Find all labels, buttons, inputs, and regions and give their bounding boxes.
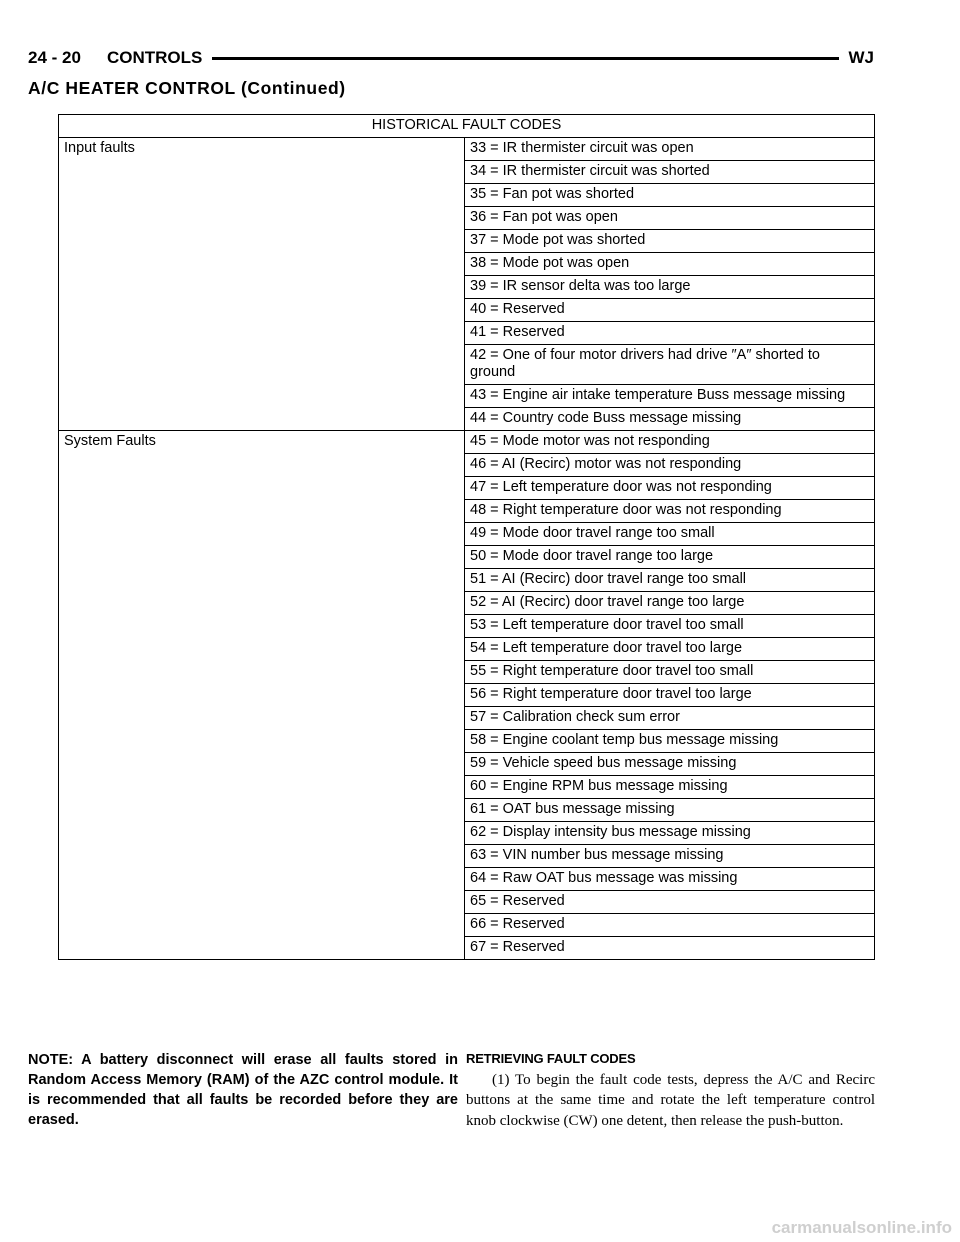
- fault-code: 67 = Reserved: [465, 937, 875, 960]
- fault-code: 66 = Reserved: [465, 914, 875, 937]
- fault-code: 50 = Mode door travel range too large: [465, 546, 875, 569]
- fault-code: 42 = One of four motor drivers had drive ″A″ shorted to ground: [465, 345, 875, 385]
- vehicle-code: WJ: [848, 48, 874, 67]
- fault-code: 52 = AI (Recirc) door travel range too large: [465, 592, 875, 615]
- fault-code: 65 = Reserved: [465, 891, 875, 914]
- fault-code: 45 = Mode motor was not responding: [465, 431, 875, 454]
- section-title: CONTROLS: [106, 48, 203, 67]
- fault-code: 58 = Engine coolant temp bus message missing: [465, 730, 875, 753]
- battery-note: NOTE: A battery disconnect will erase all faults stored in Random Access Memory (RAM) of the AZC control module. It is recommended that all faults be recorded before they are erased.: [28, 1052, 458, 1128]
- fault-code: 41 = Reserved: [465, 322, 875, 345]
- page-number: 24 - 20: [28, 48, 81, 67]
- fault-code: 49 = Mode door travel range too small: [465, 523, 875, 546]
- historical-fault-codes-table: [58, 114, 875, 960]
- fault-code: 59 = Vehicle speed bus message missing: [465, 753, 875, 776]
- fault-code: 60 = Engine RPM bus message missing: [465, 776, 875, 799]
- page-subtitle: A/C HEATER CONTROL (Continued): [28, 78, 346, 98]
- retrieving-paragraph: (1) To begin the fault code tests, depress the A/C and Recirc buttons at the same time and rotate the left temperature control knob clockwise (CW) one detent, then release the push-button.: [466, 1071, 875, 1129]
- fault-code: 39 = IR sensor delta was too large: [465, 276, 875, 299]
- fault-code: 51 = AI (Recirc) door travel range too small: [465, 569, 875, 592]
- fault-code: 38 = Mode pot was open: [465, 253, 875, 276]
- table-row: [59, 138, 875, 161]
- fault-code: 33 = IR thermister circuit was open: [465, 138, 875, 161]
- fault-category: Input faults: [59, 138, 465, 431]
- page-header: [28, 44, 874, 72]
- fault-code: 43 = Engine air intake temperature Buss message missing: [465, 385, 875, 408]
- fault-code: 53 = Left temperature door travel too small: [465, 615, 875, 638]
- table-title: HISTORICAL FAULT CODES: [59, 115, 875, 138]
- fault-code: 40 = Reserved: [465, 299, 875, 322]
- fault-code: 56 = Right temperature door travel too large: [465, 684, 875, 707]
- fault-code: 48 = Right temperature door was not responding: [465, 500, 875, 523]
- table-row: [59, 431, 875, 454]
- fault-code: 55 = Right temperature door travel too small: [465, 661, 875, 684]
- fault-code: 64 = Raw OAT bus message was missing: [465, 868, 875, 891]
- fault-code: 37 = Mode pot was shorted: [465, 230, 875, 253]
- header-rule: [212, 57, 838, 60]
- fault-code: 54 = Left temperature door travel too large: [465, 638, 875, 661]
- fault-code: 57 = Calibration check sum error: [465, 707, 875, 730]
- fault-code: 63 = VIN number bus message missing: [465, 845, 875, 868]
- retrieving-heading: RETRIEVING FAULT CODES: [466, 1051, 636, 1066]
- fault-code: 62 = Display intensity bus message missing: [465, 822, 875, 845]
- fault-code: 36 = Fan pot was open: [465, 207, 875, 230]
- fault-category: System Faults: [59, 431, 465, 960]
- watermark: carmanualsonline.info: [771, 1218, 952, 1237]
- fault-code: 34 = IR thermister circuit was shorted: [465, 161, 875, 184]
- retrieving-fault-codes-section: [466, 1049, 875, 1131]
- fault-code: 35 = Fan pot was shorted: [465, 184, 875, 207]
- table-body: [59, 138, 875, 960]
- fault-code: 61 = OAT bus message missing: [465, 799, 875, 822]
- fault-code: 44 = Country code Buss message missing: [465, 408, 875, 431]
- fault-code: 47 = Left temperature door was not responding: [465, 477, 875, 500]
- fault-code: 46 = AI (Recirc) motor was not responding: [465, 454, 875, 477]
- table-title-row: [59, 115, 875, 138]
